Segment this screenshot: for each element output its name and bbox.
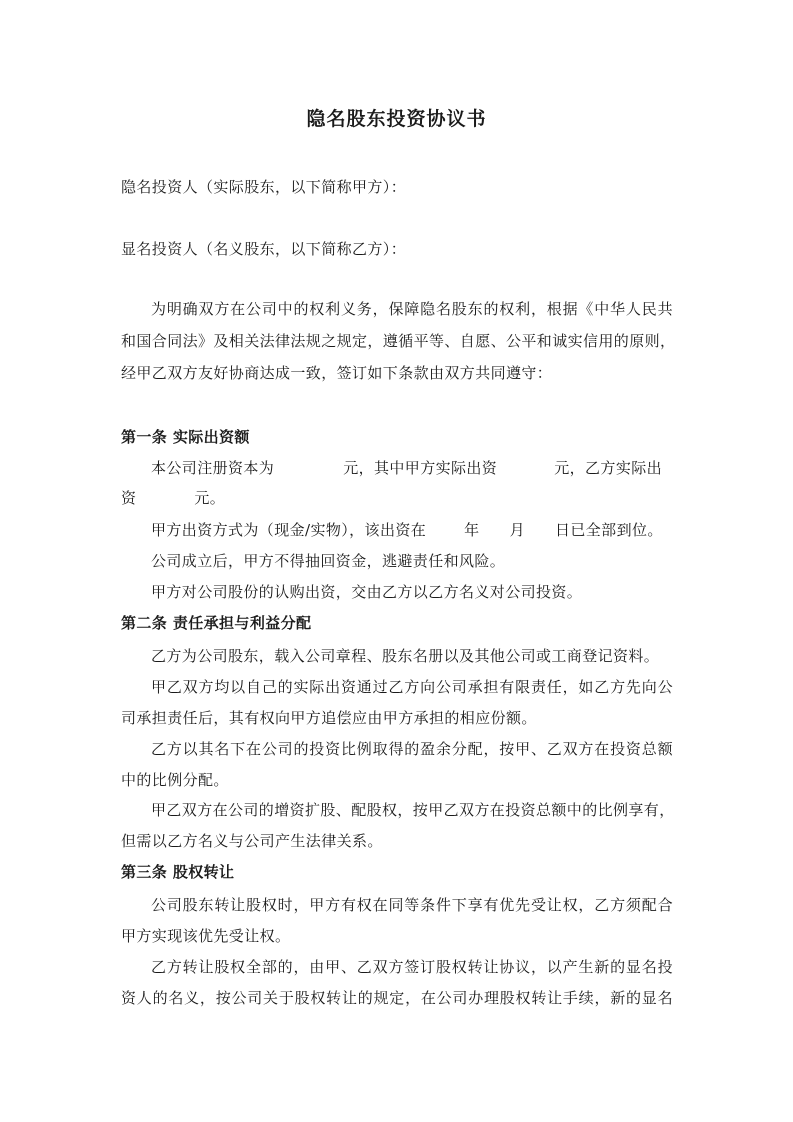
preamble-line: 和国合同法》及相关法律法规之规定，遵循平等、自愿、公平和诚实信用的原则，: [121, 332, 676, 350]
article2-text: 中的比例分配。: [121, 771, 229, 789]
article2-text: 司承担责任后，其有权向甲方追偿应由甲方承担的相应份额。: [121, 709, 537, 727]
article2-text: 乙方为公司股东，载入公司章程、股东名册以及其他公司或工商登记资料。: [151, 647, 660, 665]
article3-text: 甲方实现该优先受让权。: [121, 927, 291, 945]
article1-capital-line: [151, 457, 662, 478]
article2-text: 但需以乙方名义与公司产生法律关系。: [121, 832, 383, 850]
article1-text: 公司成立后，甲方不得抽回资金，逃避责任和风险。: [151, 552, 506, 570]
article3-text: 公司股东转让股权时，甲方有权在同等条件下享有优先受让权，乙方须配合: [151, 896, 673, 914]
article3-heading: 第三条 股权转让: [121, 863, 235, 881]
article2-heading: 第二条 责任承担与利益分配: [121, 614, 312, 632]
party-b-line: 显名投资人（名义股东，以下简称乙方）：: [121, 240, 407, 258]
preamble-line: 为明确双方在公司中的权利义务，保障隐名股东的权利，根据《中华人民共: [151, 300, 673, 318]
day-label: 日已全部到位。: [554, 521, 663, 539]
article1-payment-line: [151, 519, 663, 540]
payment-label: 甲方出资方式为（现金/实物），该出资在: [151, 521, 427, 539]
capital-label: 本公司注册资本为: [151, 459, 275, 477]
article3-text: 乙方转让股权全部的，由甲、乙双方签订股权转让协议，以产生新的显名投: [151, 958, 673, 976]
capital-label: 元。: [194, 489, 226, 507]
article1-heading: 第一条 实际出资额: [121, 428, 250, 446]
article1-capital-line-cont: [121, 487, 225, 508]
year-label: 年: [464, 521, 480, 539]
capital-label: 元，乙方实际出: [554, 459, 663, 477]
preamble-line: 经甲乙双方友好协商达成一致，签订如下条款由双方共同遵守：: [121, 364, 553, 382]
capital-label: 元，其中甲方实际出资: [343, 459, 498, 477]
month-label: 月: [509, 521, 525, 539]
article1-text: 甲方对公司股份的认购出资，交由乙方以乙方名义对公司投资。: [151, 583, 583, 601]
article3-text: 资人的名义，按公司关于股权转让的规定，在公司办理股权转让手续，新的显名: [121, 989, 673, 1007]
party-a-line: 隐名投资人（实际股东，以下简称甲方）：: [121, 178, 407, 196]
capital-label: 资: [121, 489, 137, 507]
article2-text: 甲乙双方均以自己的实际出资通过乙方向公司承担有限责任，如乙方先向公: [151, 678, 673, 696]
article2-text: 甲乙双方在公司的增资扩股、配股权，按甲乙双方在投资总额中的比例享有，: [151, 801, 675, 819]
article2-text: 乙方以其名下在公司的投资比例取得的盈余分配，按甲、乙双方在投资总额: [151, 740, 673, 758]
document-title: 隐名股东投资协议书: [306, 108, 487, 130]
